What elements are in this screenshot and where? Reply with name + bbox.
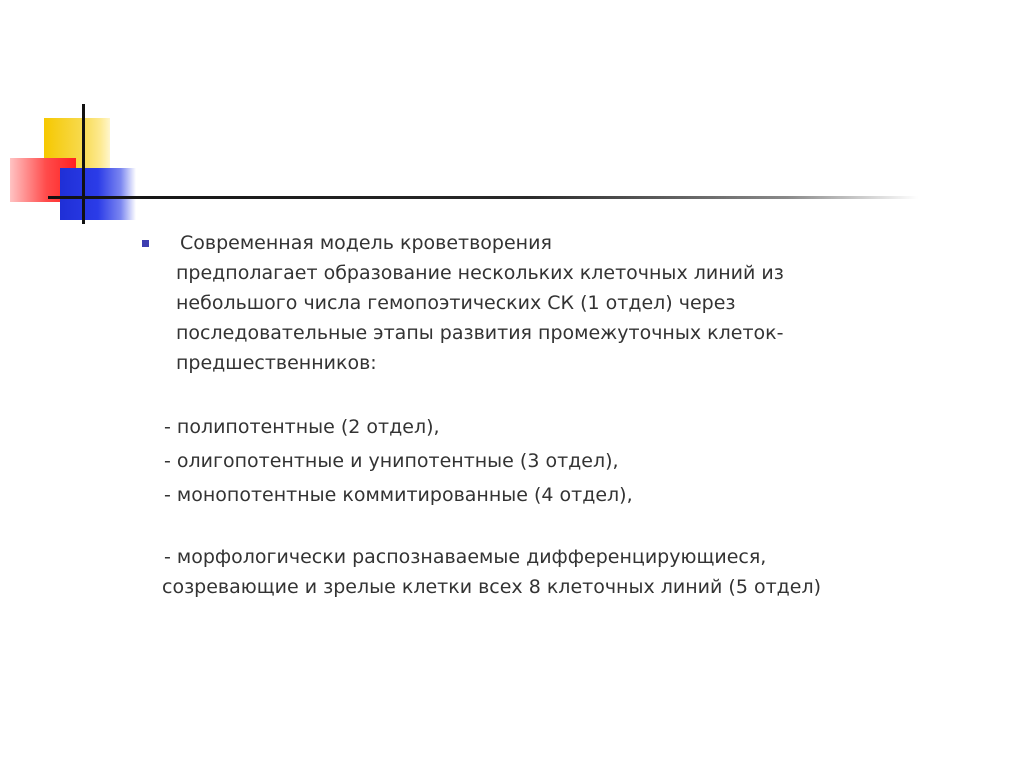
bullet-square-icon <box>142 240 149 247</box>
final-stage-text <box>140 542 880 602</box>
decor-blue-square <box>60 168 136 220</box>
final-line-1: - морфологически распознаваемые дифференцирующиеся, <box>164 546 767 568</box>
list-item: - полипотентные (2 отдел), <box>164 416 440 438</box>
stages-list <box>140 410 880 512</box>
final-line-2: созревающие и зрелые клетки всех 8 клеточных линий (5 отдел) <box>162 576 822 598</box>
bullet-heading: Современная модель кроветворения <box>180 232 552 254</box>
description-paragraph: предполагает образование нескольких клеточных линий из небольшого числа гемопоэтических СК (1 отдел) через последовательные этапы развития промежуточных клеток-предшественников: <box>176 262 784 374</box>
list-item: - олигопотентные и унипотентные (3 отдел), <box>164 450 619 472</box>
list-item: - монопотентные коммитированные (4 отдел), <box>164 484 633 506</box>
bullet-heading-row <box>140 228 880 258</box>
slide-content <box>140 228 880 602</box>
decor-vertical-line <box>82 104 85 224</box>
decor-horizontal-line <box>48 196 918 199</box>
